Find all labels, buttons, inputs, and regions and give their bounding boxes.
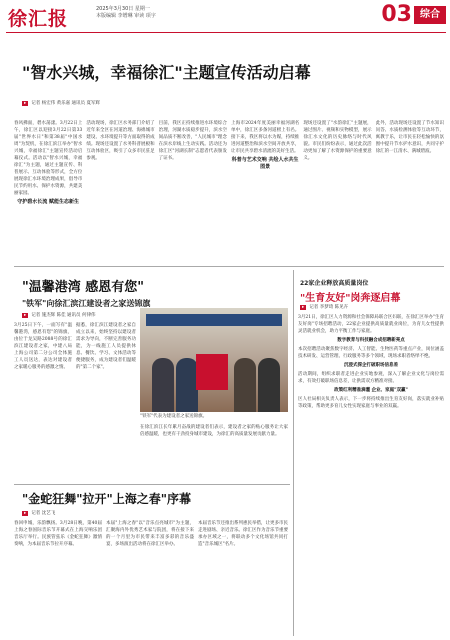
divider-story1 (14, 266, 444, 267)
photo-person (234, 358, 256, 412)
divider-story2 (14, 484, 290, 485)
byline-tag: ▸ (24, 101, 27, 106)
story4-para2: 本次招聘活动聚焦数字经济、人工智能、生物医药等重点产业，岗位涵盖技术研发、运营管理、行政服务等多个领域，现场求职者络绎不绝。 (298, 347, 444, 359)
story3-col2: 本届"上海之春"以"音乐点亮城市"为主题，汇聚海内外优秀艺术家与院团，将在接下来的一个月里为市民带来丰富多彩的音乐盛宴，多场演出活动将在徐汇区举办。 (106, 521, 194, 547)
story3-byline: ▸ 记者 沈艺飞 (24, 511, 56, 516)
story1-subhead2: 科普与艺术交响 共绘人水共生图景 (231, 157, 299, 170)
story2-photo (140, 308, 288, 412)
photo-person (176, 358, 198, 412)
photo-person (258, 358, 280, 412)
story4-subhead3: 政策红利精准滴灌 企业、家庭"双赢" (334, 388, 408, 393)
story1-columns (14, 120, 444, 260)
story3-col1: 春回申城，乐韵飘扬。3月28日晚，第40届上海之春国际音乐节开幕式在上海交响乐团音乐厅举行。民族管弦乐《金蛇狂舞》激情奏响，为本届音乐节拉开序幕。 (14, 521, 102, 547)
story1-col5: 现场还设置了"水韵徐汇"主题展，通过图片、视频和实物模型，展示徐汇水文化的历史脉络与时代风貌。市民们纷纷表示，通过此次活动更加了解了水资源保护的重要意义。 (303, 121, 372, 161)
story4-para1: 3月21日，徐汇区人力资源和社会保障局联合区妇联，在徐汇区举办"生育友好岗"专场招聘活动，22家企业提供高质量就业岗位，为育儿女性提供灵活就业机会，助力平衡工作与家庭。 (298, 315, 444, 334)
story2-col1: 3月25日下午，一面写有"温馨港湾，感恩有您"的锦旗，由位于龙吴路2088号的徐汇滨江建设者之家，中建八局上海公司第二分公司全体施工人员送达，表达对建设者之家暖心服务的感激之情。 (14, 323, 72, 370)
story4-para3: 活动期间，组织求职者走进企业实地参观，深入了解企业文化与岗位需求，有效打破职场信息差，让供需双方精准对接。 (298, 372, 444, 384)
vertical-divider-right (293, 270, 294, 636)
section-tag: 综合 (414, 6, 446, 24)
story4-body (298, 314, 444, 636)
photo-silk-banner (196, 354, 228, 390)
story1-subhead1: 守护碧水长流 赋能生态新生 (17, 199, 80, 205)
masthead-meta (96, 6, 156, 20)
story2-photo-caption: "铁军"代表为建设者之家送锦旗。 (140, 414, 208, 419)
story4-headline: "生育友好"岗奔逐启幕 (300, 293, 401, 304)
story1-byline: ▸ 记者 杨宏伟 黄乐嘉 通讯员 夏军辉 (24, 101, 100, 106)
photo-banner (146, 314, 282, 326)
story1-col6: 此外，活动现场还设置了节水知识问答、水质检测体验等互动环节，寓教于乐，让市民在轻松愉快的氛围中提升节水护水意识，共同守护徐汇的一江清水、满城碧波。 (375, 121, 444, 154)
story4-byline: ▸ 记者 李梦琦 陈见卉 (302, 305, 349, 310)
masthead-rule (6, 32, 446, 33)
story4-subhead1: 数字教育与科技融合成招聘新亮点 (337, 338, 405, 343)
editor-line: 本版编辑 李增琳 审读 项宇 (96, 13, 156, 19)
story2-col3: 在徐汇滨江长年累月奋战的建设者们表示，建设者之家的贴心服务让大家倍感温暖，也更有干劲投身城市建设，为徐汇的高质量发展贡献力量。 (140, 425, 288, 437)
page-number: 03 (381, 2, 412, 27)
byline-tag: ▸ (24, 313, 27, 318)
byline-tag: ▸ (302, 305, 305, 310)
byline-tag: ▸ (24, 511, 27, 516)
story2-col2: 据悉，徐汇滨江建设者之家自成立以来，始终坚持以建设者需求为导向，不断完善服务功能，为一线施工人员提供休息、餐饮、学习、文体活动等便捷服务，成为建设者们温暖的"第二个家"。 (76, 323, 136, 370)
story2-headline: "温馨港湾 感恩有您" (22, 280, 145, 295)
masthead (0, 0, 450, 42)
story1-headline: "智水兴城，幸福徐汇"主题宣传活动启幕 (22, 63, 311, 82)
story3-headline: "金蛇狂舞"拉开"上海之春"序幕 (22, 492, 192, 506)
story2-byline: ▸ 记者 施杰辉 陈佳 通讯员 何律伟 (24, 313, 96, 318)
story4-subhead2: 沉浸式探企打破职场信息差 (344, 363, 398, 368)
story1-col2: 活动现场，徐汇区水务部门介绍了近年来全区在河道治理、海绵城市建设、水环境提升等方面取得的成绩。现场还设置了水务科普展板和互动体验区，吸引了众多市民驻足参观。 (86, 121, 155, 161)
photo-person (152, 358, 174, 412)
story4-kicker: 22家企业释放高质量岗位 (300, 280, 369, 287)
story3-col3: 本届音乐节还推出系列惠民举措，让更多市民走进剧场、亲近音乐。徐汇区作为音乐节重要承办区域之一，将联动多个文化场馆共同打造"音乐城区"名片。 (198, 521, 288, 547)
story1-col1: 春风拂面，碧水荡漾。3月22日上午，徐汇区以迎接3月22日第33届"世界水日"和第38届"中国水周"为契机，在徐汇滨江举办"智水兴城，幸福徐汇"主题宣传活动启幕仪式。活动以"智水兴城，幸福徐汇"为主题，通过主题宣传、科普展示、互动体验等形式，全方位展现徐汇水环境治理成果，倡导市民节约用水、保护水资源，共建美丽家园。 守护碧水长流 赋能生态新生 (14, 121, 83, 205)
issue-date: 2025年3月30日 星期一 (96, 6, 150, 12)
story1-col3: 目前，我区正持续推进水环境综合治理，河湖水质稳步提升，滨水空间品质不断改善，"人民城市"理念在滨水岸线上生动实践。活动还为徐汇区"河湖长制"志愿者代表颁发了证书。 (158, 121, 227, 161)
story4-para4: 区人社局相关负责人表示，下一步将持续推出生育友好岗，落实就业补贴等政策，帮助更多育儿女性实现家庭与事业的双赢。 (298, 397, 444, 409)
newspaper-logo: 徐汇报 (8, 8, 69, 30)
story2-subhead: "铁军"向徐汇滨江建设者之家送锦旗 (22, 299, 151, 308)
story1-col4: 上海市2024年度美丽幸福河湖名单中，徐汇区多条河道榜上有名。接下来，我区将以水为媒，持续推进河道整治和滨水空间开放共享，让市民共享碧水清流的美好生活。 科普与艺术交响 共绘人水共生图景 (230, 121, 300, 170)
